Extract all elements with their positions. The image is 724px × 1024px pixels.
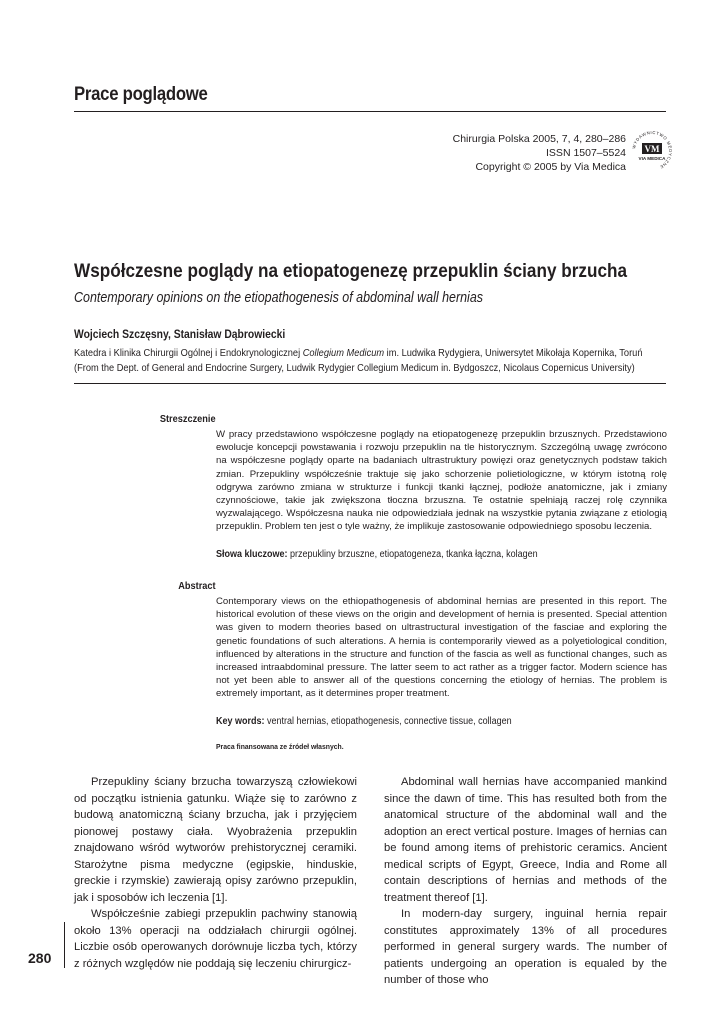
abstract-text: Contemporary views on the ethiopathogenesis of abdominal hernias are presented in this report. The historical evolution of these views on the origin and development of hernia is presented. Special attention was given to modern theories based on ultrastructural investigation of the fasciae and exploring the genetic foundations of such alterations. A hernia is contemporarily viewed as a polyetiological condition, influenced by alterations in the structure and function of the fascia as well as functional changes, such as increased intraabdominal pressure. The latter seem to act rather as a trigger factor. Modern science has not yet been able to answer all of the questions concerning the etiology of hernias. The problem is extremely important, as it determines proper treatment. [216, 596, 667, 700]
logo-ring-text: WYDAWNICTWO MEDYCZNE [631, 130, 673, 170]
logo-caption: VIA MEDICA [638, 156, 666, 161]
header-rule [74, 111, 666, 112]
journal-info [420, 132, 626, 174]
issn: ISSN 1507–5524 [546, 147, 626, 159]
authors: Wojciech Szczęsny, Stanisław Dąbrowiecki [74, 329, 286, 341]
affiliation-pl: Katedra i Klinika Chirurgii Ogólnej i Endokrynologicznej Collegium Medicum im. Ludwika Rydygiera, Uniwersytet Mikołaja Kopernika, Toruń [74, 348, 643, 359]
copyright: Copyright © 2005 by Via Medica [475, 161, 626, 173]
abstract-heading: Abstract [178, 581, 216, 592]
affiliation-rule [74, 383, 666, 384]
logo-monogram: VM [644, 144, 660, 154]
paragraph: Współcześnie zabiegi przepuklin pachwiny stanowią około 13% operacji na oddziałach chirurgii ogólnej. Liczbie osób operowanych dorównuje liczba tych, którzy z różnych względów nie poddają się leczeniu chirurgicz- [74, 908, 357, 970]
article-title: Współczesne poglądy na etiopatogenezę przepuklin ściany brzucha [74, 260, 628, 282]
page-number-rule [64, 922, 65, 968]
affiliation-en: (From the Dept. of General and Endocrine Surgery, Ludwik Rydygier Collegium Medicum in. Bydgoszcz, Nicolaus Copernicus University) [74, 363, 635, 374]
funding-note: Praca finansowana ze źródeł własnych. [216, 742, 344, 751]
body-column-en [384, 774, 667, 989]
page-number: 280 [28, 950, 52, 966]
paragraph: Abdominal wall hernias have accompanied mankind since the dawn of time. This has resulted both from the anatomical structure of the abdominal wall and the adoption an erect vertical posture. Images of hernias can be found among items of prehistoric ceramics. Ancient medical scripts of Egypt, Greece, India and Rome all contain descriptions of hernias and methods of the treatment thereof [1]. [384, 776, 667, 904]
article-subtitle: Contemporary opinions on the etiopathogenesis of abdominal wall hernias [74, 290, 483, 306]
affiliation [74, 346, 642, 376]
paragraph: Przepukliny ściany brzucha towarzyszą człowiekowi od początku istnienia gatunku. Wiąże się to zarówno z budową anatomiczną ściany brzucha, jak i przyjęciem pionowej postawy ciała. Wyobrażenia przepuklin znajdowano wśród wytworów prehistorycznej ceramiki. Starożytne pisma medyczne (egipskie, hinduskie, greckie i rzymskie) zawierają opisy zarówno przepuklin, jak i sposobów ich leczenia [1]. [74, 776, 357, 904]
keywords-en: Key words: ventral hernias, etiopathogenesis, connective tissue, collagen [216, 716, 512, 727]
journal-citation: Chirurgia Polska 2005, 7, 4, 280–286 [452, 133, 626, 145]
body-column-pl [74, 774, 357, 972]
section-label: Prace poglądowe [74, 84, 208, 105]
via-medica-logo-icon [631, 130, 673, 172]
keywords-pl: Słowa kluczowe: przepukliny brzuszne, etiopatogeneza, tkanka łączna, kolagen [216, 549, 538, 560]
streszczenie-text: W pracy przedstawiono współczesne poglądy na etiopatogenezę przepuklin brzusznych. Przedstawiono ewolucje koncepcji powstawania i rozwoju przepuklin na tle historycznym. Szczególną uwagę zwrócono na współczesne poglądy oparte na badaniach ultrastruktury powięzi oraz genetycznych podstaw takich zmian. Przepukliny współcześnie traktuje się jako schorzenie polietiologiczne, w którym istotną rolę odgrywa zarówno zmiana w strukturze i funkcji tkanki łącznej, podłoże anatomiczne, jak i zmiany czynnościowe, takie jak zwiększona tłoczna brzuszna. Te ostatnie spełniają raczej rolę czynnika wyzwalającego. Współczesna nauka nie odpowiedziała jednak na wszystkie pytania związane z etiologią przepuklin. Problem ten jest o tyle ważny, że implikuje zastosowanie odpowiedniego sposobu leczenia. [216, 429, 667, 533]
paragraph: In modern-day surgery, inguinal hernia repair constitutes approximately 13% of all procedures performed in general surgery wards. The number of patients undergoing an operation is equaled by the number of those who [384, 908, 667, 986]
streszczenie-heading: Streszczenie [160, 414, 216, 425]
